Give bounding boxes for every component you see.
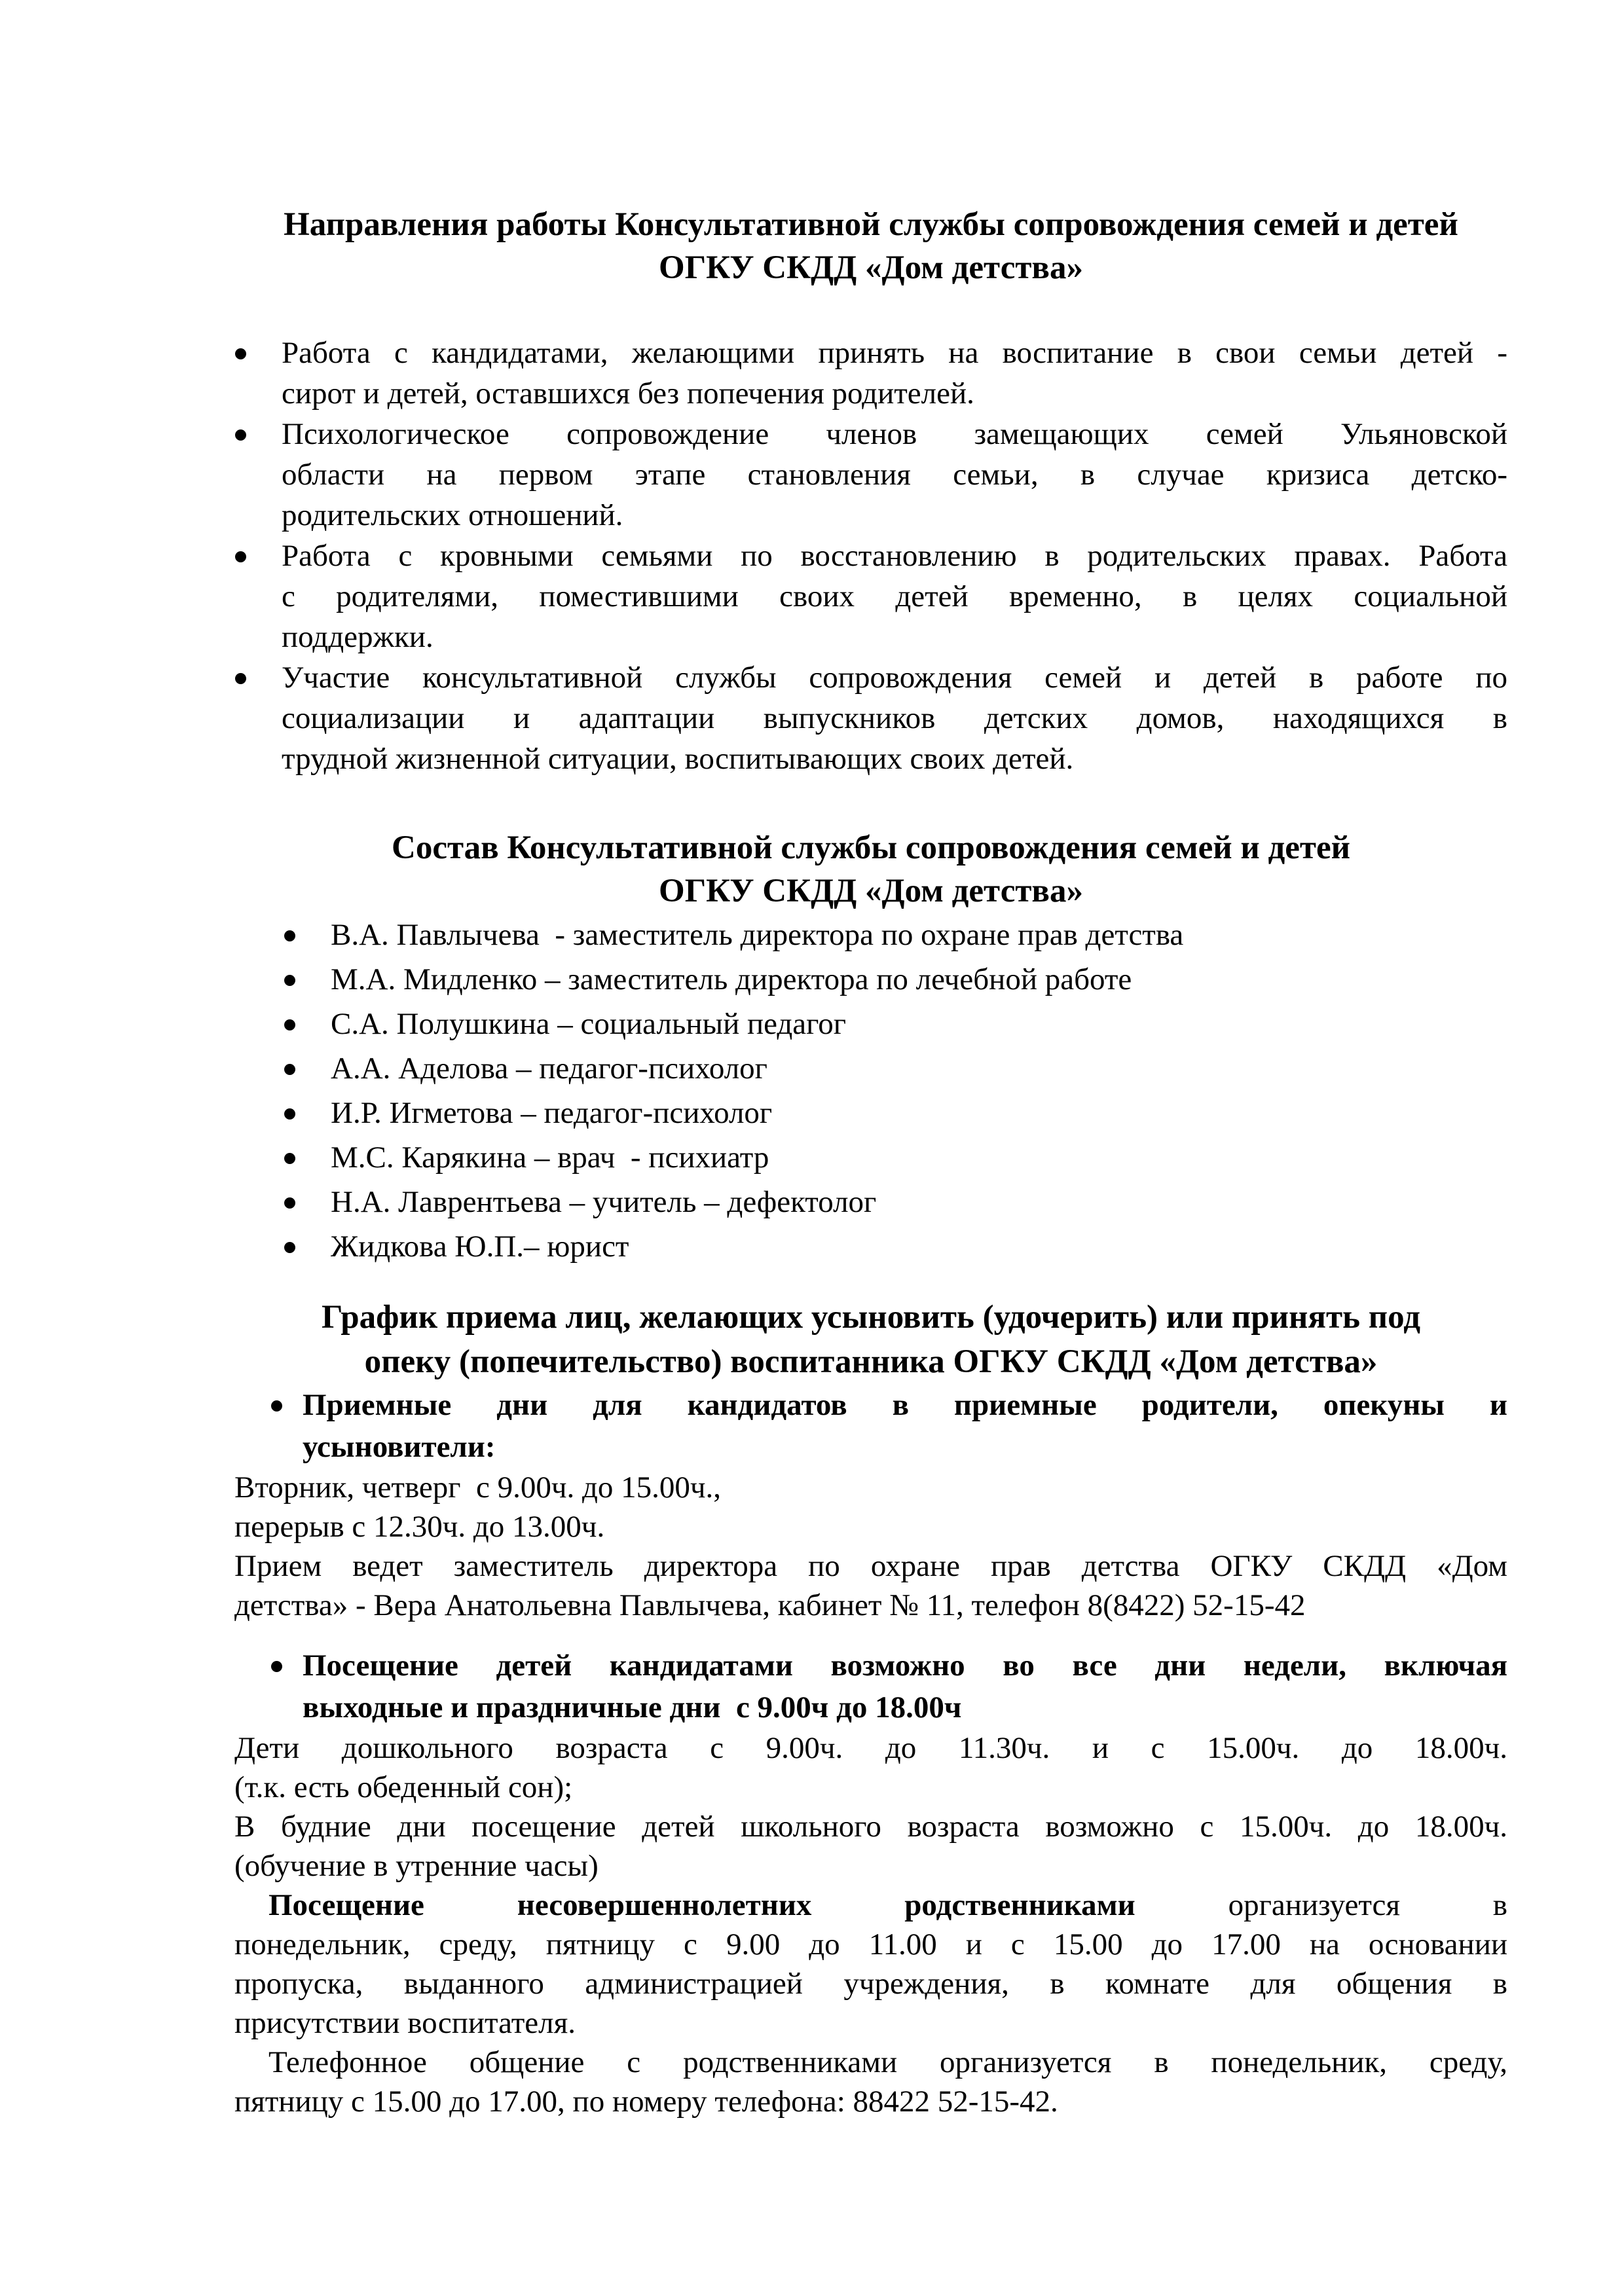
- text-line: Дети дошкольного возраста с 9.00ч. до 11.30ч. и с 15.00ч. до 18.00ч.: [234, 1731, 1507, 1765]
- text-line: пятницу с 15.00 до 17.00, по номеру телефона: 88422 52-15-42.: [234, 2085, 1058, 2119]
- schedule-heading: [234, 1295, 1507, 1384]
- bullet-icon: [284, 1108, 295, 1120]
- text-line: (обучение в утренние часы): [234, 1849, 599, 1883]
- text-line: понедельник, среду, пятницу с 9.00 до 11.00 и с 15.00 до 17.00 на основании: [234, 1927, 1507, 1961]
- staff-member: М.А. Мидленко – заместитель директора по лечебной работе: [331, 962, 1132, 996]
- staff-member: М.С. Карякина – врач - психиатр: [331, 1140, 769, 1175]
- relatives-lead-rest: организуется в: [1135, 1888, 1507, 1922]
- title-line: ОГКУ СКДД «Дом детства»: [659, 249, 1083, 286]
- staff-list-item: [234, 1091, 1507, 1135]
- staff-list-item: [234, 1046, 1507, 1091]
- relatives-bold-lead: Посещение несовершеннолетних родственниками: [268, 1888, 1135, 1922]
- list-item: [234, 657, 1507, 779]
- staff-member: Н.А. Лаврентьева – учитель – дефектолог: [331, 1185, 877, 1219]
- heading-line: ОГКУ СКДД «Дом детства»: [659, 873, 1083, 909]
- staff-member: В.А. Павлычева - заместитель директора по охране прав детства: [331, 918, 1184, 952]
- staff-member: С.А. Полушкина – социальный педагог: [331, 1007, 847, 1041]
- heading-line: Состав Консультативной службы сопровождения семей и детей: [391, 829, 1350, 866]
- text-line: В будние дни посещение детей школьного возраста возможно с 15.00ч. до 18.00ч.: [234, 1810, 1507, 1844]
- bullet-icon: [235, 348, 246, 359]
- staff-member: И.Р. Игметова – педагог-психолог: [331, 1096, 773, 1130]
- bullet-icon: [284, 1197, 295, 1209]
- school-paragraph: [234, 1807, 1507, 1886]
- text-line: трудной жизненной ситуации, воспитывающих своих детей.: [282, 742, 1074, 776]
- text-line: Прием ведет заместитель директора по охране прав детства ОГКУ СКДД «Дом: [234, 1549, 1507, 1583]
- staff-list-item: [234, 1180, 1507, 1224]
- bullet-icon: [284, 1019, 295, 1030]
- directions-list: [234, 333, 1507, 779]
- text-line: с родителями, поместившими своих детей временно, в целях социальной: [282, 579, 1507, 613]
- list-item: [234, 536, 1507, 657]
- preschool-paragraph: [234, 1728, 1507, 1807]
- staff-list-item: [234, 1002, 1507, 1046]
- text-line: области на первом этапе становления семьи, в случае кризиса детско-: [282, 458, 1507, 492]
- text-line: [234, 1886, 1507, 1925]
- text-line: Работа с кровными семьями по восстановлению в родительских правах. Работа: [282, 539, 1507, 573]
- text-line: поддержки.: [282, 620, 434, 654]
- text-line: выходные и праздничные дни с 9.00ч до 18.00ч: [303, 1690, 962, 1724]
- bullet-icon: [235, 551, 246, 562]
- bullet-icon: [284, 975, 295, 986]
- bullet-icon: [271, 1661, 282, 1672]
- text-line: (т.к. есть обеденный сон);: [234, 1770, 573, 1804]
- staff-list-item: [234, 1224, 1507, 1269]
- bullet-icon: [284, 1153, 295, 1164]
- text-line: пропуска, выданного администрацией учреждения, в комнате для общения в: [234, 1967, 1507, 2001]
- text-line: сирот и детей, оставшихся без попечения родителей.: [282, 376, 974, 410]
- staff-list-item: [234, 1135, 1507, 1180]
- staff-list-item: [234, 913, 1507, 957]
- text-line: Психологическое сопровождение членов замещающих семей Ульяновской: [282, 417, 1507, 451]
- text-line: Участие консультативной службы сопровождения семей и детей в работе по: [282, 661, 1507, 695]
- bullet-icon: [271, 1400, 282, 1412]
- title-line: Направления работы Консультативной службы сопровождения семей и детей: [284, 206, 1458, 243]
- list-item: [234, 333, 1507, 414]
- bullet-icon: [235, 673, 246, 684]
- bullet-icon: [284, 1064, 295, 1075]
- bullet-icon: [284, 930, 295, 941]
- reception-days-text: Вторник, четверг с 9.00ч. до 15.00ч.,: [234, 1470, 722, 1504]
- reception-contact-paragraph: [234, 1546, 1507, 1625]
- text-line: социализации и адаптации выпускников детских домов, находящихся в: [282, 701, 1507, 735]
- document-title: [234, 203, 1507, 289]
- text-line: Приемные дни для кандидатов в приемные родители, опекуны и: [303, 1388, 1507, 1422]
- relatives-paragraph: [234, 1886, 1507, 2043]
- bullet-icon: [284, 1242, 295, 1253]
- text-line: Посещение детей кандидатами возможно во все дни недели, включая: [303, 1649, 1507, 1683]
- staff-list-item: [234, 957, 1507, 1002]
- staff-member: Жидкова Ю.П.– юрист: [331, 1230, 629, 1264]
- text-line: Телефонное общение с родственниками организуется в понедельник, среду,: [268, 2045, 1507, 2079]
- text-line: родительских отношений.: [282, 498, 623, 532]
- staff-list: [234, 913, 1507, 1269]
- phone-paragraph: [234, 2043, 1507, 2121]
- list-item: [234, 414, 1507, 536]
- text-line: присутствии воспитателя.: [234, 2006, 576, 2040]
- reception-break-text: перерыв с 12.30ч. до 13.00ч.: [234, 1510, 605, 1544]
- text-line: усыновители:: [303, 1430, 496, 1464]
- heading-line: опеку (попечительство) воспитанника ОГКУ СКДД «Дом детства»: [364, 1343, 1378, 1380]
- reception-days-item: [234, 1384, 1507, 1468]
- text-line: Работа с кандидатами, желающими принять на воспитание в свои семьи детей -: [282, 336, 1507, 370]
- bullet-icon: [235, 429, 246, 441]
- text-line: детства» - Вера Анатольевна Павлычева, кабинет № 11, телефон 8(8422) 52-15-42: [234, 1588, 1306, 1622]
- visiting-item: [234, 1645, 1507, 1728]
- staff-heading: [234, 826, 1507, 913]
- heading-line: График приема лиц, желающих усыновить (удочерить) или принять под: [322, 1299, 1420, 1336]
- staff-member: А.А. Аделова – педагог-психолог: [331, 1051, 767, 1085]
